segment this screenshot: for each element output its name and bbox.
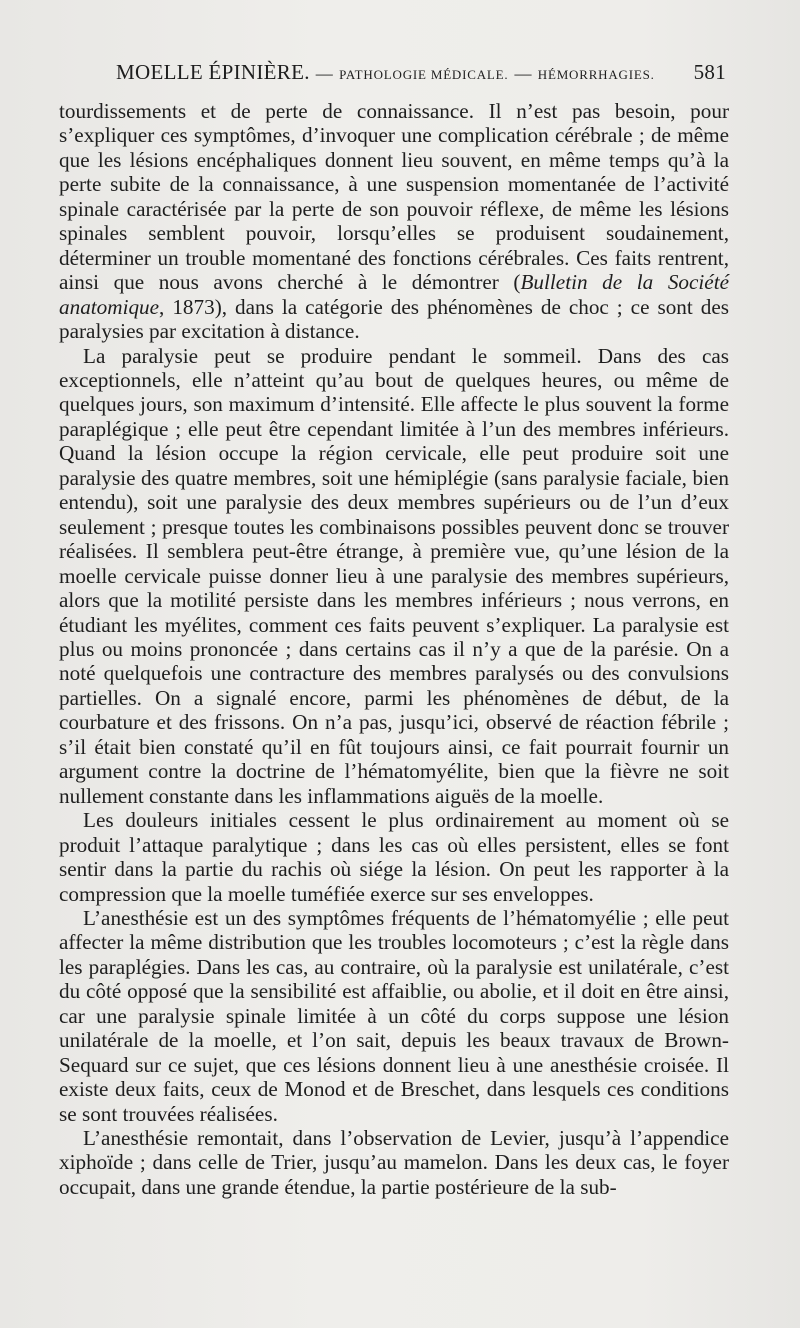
header-separator: —	[514, 64, 532, 83]
paragraph: L’anesthésie remontait, dans l’observation de Levier, jusqu’à l’appendice xiphoïde ; dans celle de Trier, jusqu’au mamelon. Dans les deux cas, le foyer occupait, dans une grande étendue, la partie postérieure de la sub-	[59, 1126, 729, 1199]
paragraph	[59, 99, 729, 344]
paragraph: La paralysie peut se produire pendant le sommeil. Dans des cas exceptionnels, elle n’atteint qu’au bout de quelques heures, ou même de quelques jours, son maximum d’intensité. Elle affecte le plus souvent la forme paraplégique ; elle peut être cependant limitée à l’un des membres inférieurs. Quand la lésion occupe la région cervicale, elle peut produire soit une paralysie des quatre membres, soit une hémiplégie (sans paralysie faciale, bien entendu), soit une paralysie des deux membres supérieurs ou de l’un d’eux seulement ; presque toutes les combinaisons possibles peuvent donc se trouver réalisées. Il semblera peut-être étrange, à première vue, qu’une lésion de la moelle cervicale puisse donner lieu à une paralysie des membres supérieurs, alors que la motilité persiste dans les membres inférieurs ; nous verrons, en étudiant les myélites, comment ces faits peuvent s’expliquer. La paralysie est plus ou moins prononcée ; dans certains cas il n’y a que de la parésie. On a noté quelquefois une contracture des membres paralysés ou des convulsions partielles. On a signalé encore, parmi les phénomènes de début, de la courbature et des frissons. On n’a pas, jusqu’ici, observé de réaction fébrile ; s’il était bien constaté qu’il en fût toujours ainsi, ce fait pourrait fournir un argument contre la doctrine de l’hématomyélite, bien que la fièvre ne soit nullement constante dans les inflammations aiguës de la moelle.	[59, 343, 729, 808]
citation-title: Bulletin de la Société anatomique	[59, 270, 729, 319]
header-title: MOELLE ÉPINIÈRE.	[116, 60, 310, 84]
running-header	[116, 60, 726, 90]
paragraph-text: , 1873), dans la catégorie des phénomènes de choc ; ce sont des paralysies par excitation à distance.	[59, 294, 729, 344]
paragraph: Les douleurs initiales cessent le plus ordinairement au moment où se produit l’attaque paralytique ; dans les cas où elles persistent, elles se font sentir dans la partie du rachis où siége la lésion. On peut les rapporter à la compression que la moelle tuméfiée exerce sur ses enveloppes.	[59, 808, 729, 906]
page-number: 581	[693, 60, 726, 84]
paragraph: L’anesthésie est un des symptômes fréquents de l’hématomyélie ; elle peut affecter la même distribution que les troubles locomoteurs ; c’est la règle dans les paraplégies. Dans les cas, au contraire, où la paralysie est unilatérale, c’est du côté opposé que la sensibilité est affaiblie, ou abolie, et il doit en être ainsi, car une paralysie spinale limitée à un côté du corps suppose une lésion unilatérale de la moelle, et l’on sait, depuis les beaux travaux de Brown-Sequard sur ce sujet, que ces lésions donnent lieu à une anesthésie croisée. Il existe deux faits, ceux de Monod et de Breschet, dans lesquels ces conditions se sont trouvées réalisées.	[59, 905, 729, 1126]
header-section: PATHOLOGIE MÉDICALE.	[339, 67, 509, 82]
header-left	[116, 60, 655, 85]
header-separator: —	[315, 64, 334, 83]
header-topic: HÉMORRHAGIES.	[537, 67, 655, 82]
body-text	[59, 99, 729, 1199]
paragraph-text: tourdissements et de perte de connaissance. Il n’est pas besoin, pour s’expliquer ces symptômes, d’invoquer une complication cérébrale ; de même que les lésions encéphaliques donnent lieu souvent, en même temps qu’à la perte subite de la connaissance, à une suspension momentanée de l’activité spinale caractérisée par la perte de son pouvoir réflexe, de même les lésions spinales semblent pouvoir, lorsqu’elles se produisent soudainement, déterminer un trouble momentané des fonctions cérébrales. Ces faits rentrent, ainsi que nous avons cherché à le démontrer (	[59, 99, 729, 295]
